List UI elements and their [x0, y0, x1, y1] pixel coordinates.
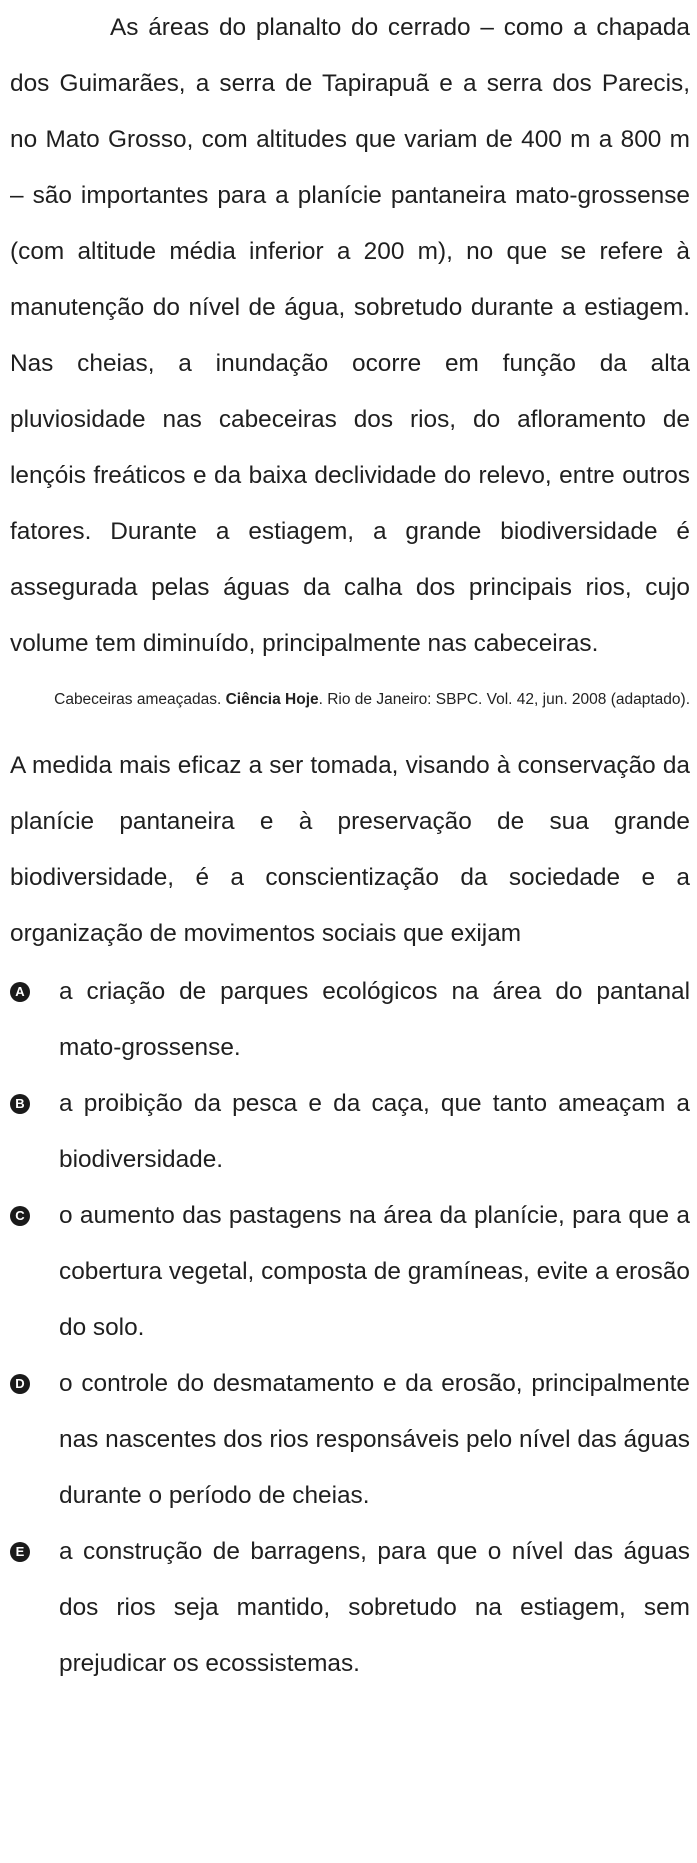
question-text: A medida mais eficaz a ser tomada, visando à conservação da planície pantaneira e à preservação de sua grande biodiversidade, é a conscientização da sociedade e a organização de movimentos sociais que exijam — [10, 752, 690, 947]
option-d-text: o controle do desmatamento e da erosão, principalmente nas nascentes dos rios responsáveis pelo nível das águas durante o período de cheias. — [59, 1370, 690, 1509]
option-c-letter-icon: C — [10, 1206, 30, 1226]
option-e[interactable] — [10, 1524, 690, 1692]
option-e-letter-icon: E — [10, 1542, 30, 1562]
option-a-text: a criação de parques ecológicos na área do pantanal mato-grossense. — [59, 978, 690, 1061]
option-d[interactable] — [10, 1356, 690, 1524]
citation — [10, 682, 690, 718]
option-b-letter-icon: B — [10, 1094, 30, 1114]
option-a-letter-icon: A — [10, 982, 30, 1002]
question-page — [10, 0, 690, 1692]
citation-source: Ciência Hoje — [225, 691, 319, 708]
option-b[interactable] — [10, 1076, 690, 1188]
option-a[interactable] — [10, 964, 690, 1076]
option-b-text: a proibição da pesca e da caça, que tanto ameaçam a biodiversidade. — [59, 1090, 690, 1173]
option-e-text: a construção de barragens, para que o nível das águas dos rios seja mantido, sobretudo na estiagem, sem prejudicar os ecossistemas. — [59, 1538, 690, 1677]
citation-rest: . Rio de Janeiro: SBPC. Vol. 42, jun. 2008 (adaptado). — [318, 691, 690, 708]
answer-options — [10, 964, 690, 1692]
citation-title: Cabeceiras ameaçadas. — [54, 691, 222, 708]
passage-text: As áreas do planalto do cerrado – como a chapada dos Guimarães, a serra de Tapirapuã e a serra dos Parecis, no Mato Grosso, com altitudes que variam de 400 m a 800 m – são importantes para a planície pantaneira mato-grossense (com altitude média inferior a 200 m), no que se refere à manutenção do nível de água, sobretudo durante a estiagem. Nas cheias, a inundação ocorre em função da alta pluviosidade nas cabeceiras dos rios, do afloramento de lençóis freáticos e da baixa declividade do relevo, entre outros fatores. Durante a estiagem, a grande biodiversidade é assegurada pelas águas da calha dos principais rios, cujo volume tem diminuído, principalmente nas cabeceiras. — [10, 14, 690, 657]
option-c[interactable] — [10, 1188, 690, 1356]
option-d-letter-icon: D — [10, 1374, 30, 1394]
option-c-text: o aumento das pastagens na área da planície, para que a cobertura vegetal, composta de gramíneas, evite a erosão do solo. — [59, 1202, 690, 1341]
